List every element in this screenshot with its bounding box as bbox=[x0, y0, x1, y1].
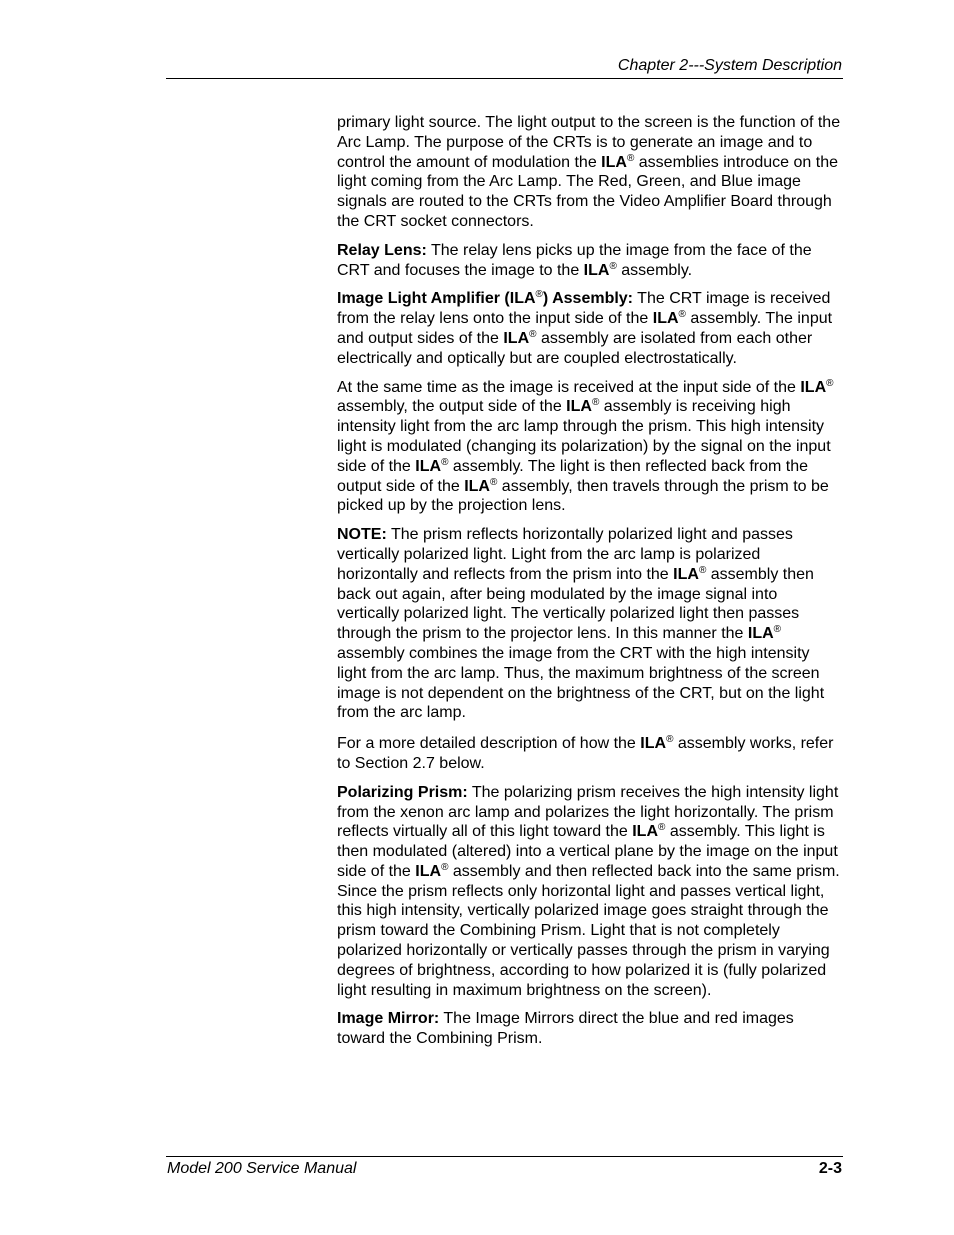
page-number: 2-3 bbox=[818, 1160, 842, 1177]
registered-mark: ® bbox=[529, 328, 537, 340]
bold-text: ILA bbox=[464, 477, 490, 495]
page-header bbox=[166, 56, 843, 79]
chapter-title: Chapter 2---System Description bbox=[617, 57, 842, 74]
registered-mark: ® bbox=[626, 152, 635, 164]
registered-mark: ® bbox=[658, 822, 666, 834]
text-run: assembly combines the image from the CRT with the high intensity light from the arc lamp. Thus, the maximum brightness of the screen image is not dependent on the brightness of the CRT, but on the light from the arc lamp. bbox=[337, 644, 825, 722]
text-run: The CRT image is received from the relay lens onto the input side of the bbox=[337, 290, 831, 328]
page-footer bbox=[166, 1156, 843, 1177]
paragraph-image-light-amplifier bbox=[337, 289, 841, 368]
text-run: The Image Mirrors direct the blue and red images toward the Combining Prism. bbox=[337, 1010, 794, 1048]
bold-text: NOTE: bbox=[337, 526, 387, 544]
text-run: assembly, the output side of the bbox=[337, 398, 567, 416]
text-run: assembly. The input and output sides of the bbox=[337, 310, 833, 347]
text-run: assembly are isolated from each other electrically and optically but are coupled electrostatically. bbox=[337, 329, 813, 367]
text-run: assembly. This light is then modulated (altered) into a vertical plane by the image on the input side of the bbox=[337, 823, 838, 880]
text-run: The polarizing prism receives the high intensity light from the xenon arc lamp and polarizes the light horizontally. The prism reflects virtually all of this light toward the bbox=[337, 783, 839, 841]
text-run: assembly works, refer to Section 2.7 below. bbox=[337, 735, 834, 772]
registered-mark: ® bbox=[441, 456, 449, 468]
registered-mark: ® bbox=[826, 377, 834, 389]
bold-text: ILA bbox=[566, 398, 592, 416]
registered-mark: ® bbox=[609, 260, 617, 272]
registered-mark: ® bbox=[489, 476, 498, 488]
paragraph-intro bbox=[337, 113, 841, 232]
text-run: primary light source. The light output to the screen is the function of the Arc Lamp. The purpose of the CRTs is to generate an image and to control the amount of modulation the bbox=[337, 114, 841, 171]
bold-text: ILA bbox=[415, 862, 442, 880]
bold-text: ILA bbox=[415, 457, 442, 475]
registered-mark: ® bbox=[666, 734, 674, 746]
bold-text: Relay Lens: bbox=[337, 241, 427, 259]
registered-mark: ® bbox=[678, 309, 686, 321]
registered-mark: ® bbox=[591, 397, 600, 409]
text-run: The prism reflects horizontally polarized light and passes vertically polarized light. Light from the arc lamp is polarized horizontally and reflects from the prism into the bbox=[337, 526, 793, 583]
text-run: For a more detailed description of how the bbox=[337, 735, 641, 753]
text-run: The relay lens picks up the image from the face of the CRT and focuses the image to the bbox=[337, 241, 812, 279]
registered-mark: ® bbox=[698, 564, 707, 576]
text-run: assembly. bbox=[616, 261, 693, 279]
text-run: assembly is receiving high intensity light from the arc lamp through the prism. This high intensity light is modulated (changing its polarization) by the signal on the input side of the bbox=[337, 398, 831, 475]
bold-text: Image Light Amplifier (ILA bbox=[337, 290, 536, 308]
bold-text: ILA bbox=[747, 625, 774, 643]
bold-text: ILA bbox=[800, 378, 827, 396]
text-run: assembly. The light is then reflected back from the output side of the bbox=[337, 457, 809, 495]
bold-text: ILA bbox=[583, 261, 610, 279]
registered-mark: ® bbox=[773, 624, 782, 636]
bold-text: ) Assembly: bbox=[542, 290, 634, 308]
bold-text: Polarizing Prism: bbox=[337, 783, 468, 801]
bold-text: ILA bbox=[632, 823, 659, 841]
paragraph-note bbox=[337, 525, 841, 723]
registered-mark: ® bbox=[441, 861, 449, 873]
paragraph-same-time bbox=[337, 378, 841, 517]
text-run: assembly, then travels through the prism to be picked up by the projection lens. bbox=[337, 477, 829, 515]
paragraph-detailed-description bbox=[337, 734, 841, 774]
paragraph-polarizing-prism bbox=[337, 783, 841, 1001]
text-run: assembly and then reflected back into the same prism. Since the prism reflects only horizontal light and passes vertical light, this high intensity, vertically polarized image goes straight through the prism toward the Combining Prism. Light that is not completely polarized horizontally or vertically passes through the prism in varying degrees of brightness, according to how polarized it is (fully polarized light resulting in maximum brightness on the screen). bbox=[337, 862, 840, 999]
bold-text: Image Mirror: bbox=[337, 1010, 440, 1028]
text-run: assemblies introduce on the light coming from the Arc Lamp. The Red, Green, and Blue image signals are routed to the CRTs from the Video Amplifier Board through the CRT socket connectors. bbox=[337, 153, 838, 230]
manual-title: Model 200 Service Manual bbox=[167, 1160, 357, 1177]
registered-mark: ® bbox=[535, 289, 543, 301]
bold-text: ILA bbox=[652, 310, 679, 328]
bold-text: ILA bbox=[640, 735, 667, 753]
bold-text: ILA bbox=[503, 329, 530, 347]
bold-text: ILA bbox=[673, 565, 699, 583]
text-run: At the same time as the image is received at the input side of the bbox=[337, 378, 801, 396]
paragraph-relay-lens bbox=[337, 241, 841, 281]
paragraph-image-mirror bbox=[337, 1009, 841, 1049]
text-run: assembly then back out again, after being modulated by the image signal into vertically polarized light. The vertically polarized light then passes through the prism to the projector lens. In this manner the bbox=[337, 565, 814, 643]
body-text bbox=[337, 113, 841, 1058]
bold-text: ILA bbox=[601, 153, 627, 171]
